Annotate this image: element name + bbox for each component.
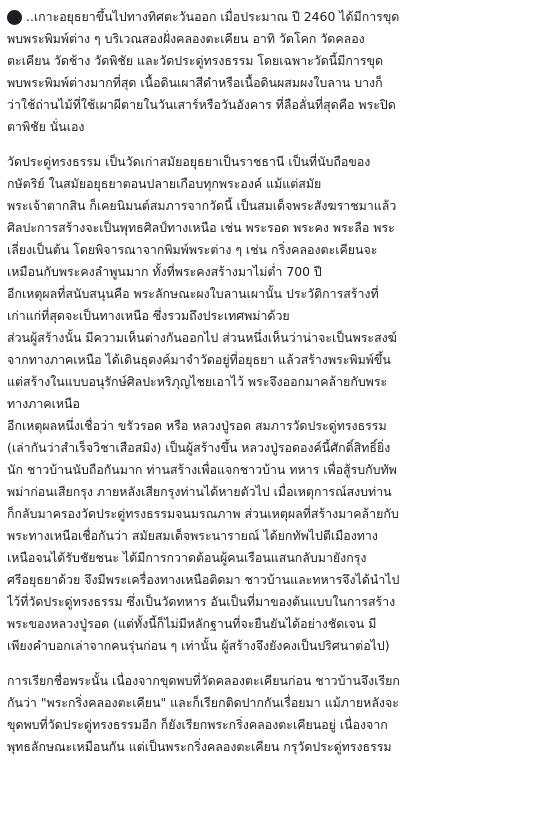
bullet-circle-icon <box>7 10 22 25</box>
post-line: ตะเคียน วัดช้าง วัดพิชัย และวัดประดู่ทรงธรรม โดยเฉพาะวัดนี้มีการขุด <box>7 53 384 68</box>
post-line: เพียงคำบอกเล่าจากคนรุ่นก่อน ๆ เท่านั้น ผู้สร้างจึงยังคงเป็นปริศนาต่อไป) <box>7 638 390 653</box>
post-line: เหมือนกับพระคงลำพูนมาก ทั้งที่พระคงสร้างมาไม่ต่ำ 700 ปี <box>7 264 322 279</box>
post-line: ก็กลับมาครองวัดประดู่ทรงธรรมจนมรณภาพ ส่วนเหตุผลที่สร้างมาคล้ายกับ <box>7 506 399 521</box>
post-line: ตาพิชัย นั่นเอง <box>7 119 85 134</box>
post-line: ขุดพบที่วัดประดู่ทรงธรรมอีก ก็ยังเรียกพระกริ่งคลองตะเคียนอยู่ เนื่องจาก <box>7 717 388 732</box>
paragraph-3 <box>7 670 529 758</box>
paragraph-spacer <box>7 657 529 670</box>
post-line: อีกเหตุผลหนึ่งเชื่อว่า ขรัวรอด หรือ หลวงปู่รอด สมภารวัดประดู่ทรงธรรม <box>7 418 387 433</box>
paragraph-1 <box>7 6 529 138</box>
post-line: ทางภาคเหนือ <box>7 396 80 411</box>
post-line: พระของหลวงปู่รอด (แต่ทั้งนี้ก็ไม่มีหลักฐานที่จะยืนยันได้อย่างชัดเจน มี <box>7 616 377 631</box>
post-line: ส่วนผู้สร้างนั้น มีความเห็นต่างกันออกไป ส่วนหนึ่งเห็นว่าน่าจะเป็นพระสงฆ์ <box>7 330 397 345</box>
post-line: พระเจ้าตากสิน ก็เคยนิมนต์สมภารจากวัดนี้ เป็นสมเด็จพระสังฆราชมาแล้ว <box>7 198 397 213</box>
post-line: การเรียกชื่อพระนั้น เนื่องจากขุดพบที่วัดคลองตะเคียนก่อน ชาวบ้านจึงเรียก <box>7 673 400 688</box>
post-line: แต่สร้างในแบบอนุรักษ์ศิลปะหริภุญไชยเอาไว้ พระจึงออกมาคล้ายกับพระ <box>7 374 388 389</box>
post-line: ศรีอยุธยาด้วย จึงมีพระเครื่องทางเหนือติดมา ชาวบ้านและทหารจึงได้นำไป <box>7 572 400 587</box>
paragraph-2 <box>7 151 529 657</box>
post-line: พุทธลักษณะเหมือนกัน แต่เป็นพระกริ่งคลองตะเคียน กรุวัดประดู่ทรงธรรม <box>7 739 392 754</box>
post-line: จากทางภาคเหนือ ได้เดินธุดงค์มาจำวัดอยู่ที่อยุธยา แล้วสร้างพระพิมพ์ขึ้น <box>7 352 391 367</box>
post-line: พบพระพิมพ์ต่างมากที่สุด เนื้อดินเผาสีดำหรือเนื้อดินผสมผงใบลาน บางก็ <box>7 75 383 90</box>
post-line: กษัตริย์ ในสมัยอยุธยาตอนปลายเกือบทุกพระองค์ แม้แต่สมัย <box>7 176 322 191</box>
post-line: ศิลปะการสร้างจะเป็นพุทธศิลป์ทางเหนือ เช่น พระรอด พระคง พระลือ พระ <box>7 220 395 235</box>
post-line: พบพระพิมพ์ต่าง ๆ บริเวณสองฝั่งคลองตะเคียน อาทิ วัดโคก วัดคลอง <box>7 31 365 46</box>
post-line: เลี่ยงเป็นต้น โดยพิจารณาจากพิมพ์พระต่าง ๆ เช่น กริ่งคลองตะเคียนจะ <box>7 242 378 257</box>
post-line: เหนือจนได้รับชัยชนะ ได้มีการกวาดต้อนผู้คนเรือนแสนกลับมายังกรุง <box>7 550 367 565</box>
post-line: (เล่ากันว่าสำเร็จวิชาเสือสมิง) เป็นผู้สร้างขึ้น หลวงปู่รอดองค์นี้ศักดิ์สิทธิ์ยิ่ง <box>7 440 391 455</box>
post-line: เก่าแก่ที่สุดจะเป็นทางเหนือ ซึ่งรวมถึงประเทศพม่าด้วย <box>7 308 290 323</box>
post-line: ว่าใช้ถ่านไม้ที่ใช้เผาผีตายในวันเสาร์หรือวันอังคาร ที่ลือลั่นที่สุดคือ พระปิด <box>7 97 396 112</box>
post-line-text: ..เกาะอยุธยาขึ้นไปทางทิศตะวันออก เมื่อประมาณ ปี 2460 ได้มีการขุด <box>26 9 400 24</box>
post-line: กันว่า "พระกริ่งคลองตะเคียน" และก็เรียกติดปากกันเรื่อยมา แม้ภายหลังจะ <box>7 695 399 710</box>
post-line: นัก ชาวบ้านนับถือกันมาก ท่านสร้างเพื่อแจกชาวบ้าน ทหาร เพื่อสู้รบกับทัพ <box>7 462 397 477</box>
post-line <box>7 6 529 28</box>
post-line: ไว้ที่วัดประดู่ทรงธรรม ซึ่งเป็นวัดทหาร อันเป็นที่มาของต้นแบบในการสร้าง <box>7 594 396 609</box>
post-line: อีกเหตุผลที่สนับสนุนคือ พระลักษณะผงใบลานเผานั้น ประวัติการสร้างที่ <box>7 286 379 301</box>
post-line: พระทางเหนือเชื่อกันว่า สมัยสมเด็จพระนารายณ์ ได้ยกทัพไปตีเมืองทาง <box>7 528 378 543</box>
post-line: พม่าก่อนเสียกรุง ภายหลังเสียกรุงท่านได้หายตัวไป เมื่อเหตุการณ์สงบท่าน <box>7 484 392 499</box>
post-line: วัดประดู่ทรงธรรม เป็นวัดเก่าสมัยอยุธยาเป็นราชธานี เป็นที่นับถือของ <box>7 154 371 169</box>
paragraph-spacer <box>7 138 529 151</box>
